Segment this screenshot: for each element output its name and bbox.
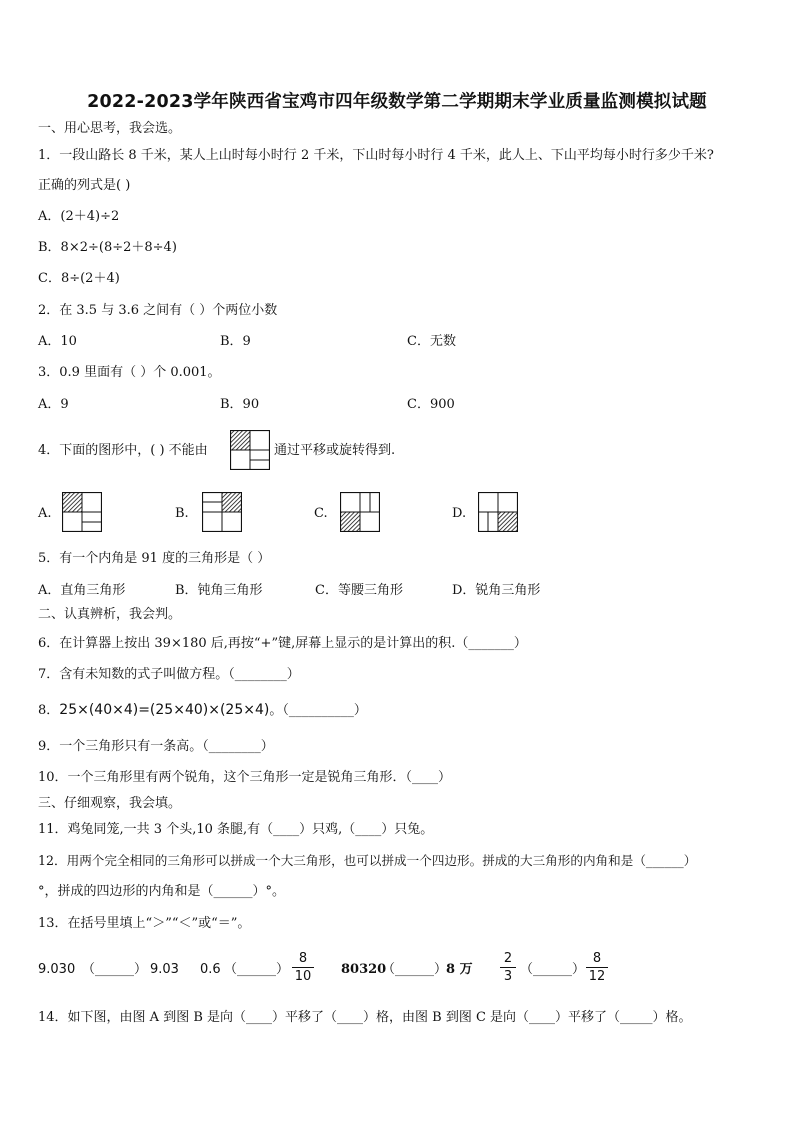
q13-item2-denominator: 10 <box>294 969 312 984</box>
q13-item4-denominator: 3 <box>503 969 513 984</box>
q8-tail: 。（__________） <box>269 703 367 718</box>
q13-item3-left: 80320 <box>341 962 387 977</box>
q5-stem: 5．有一个内角是 91 度的三角形是（ ） <box>38 551 271 566</box>
q6: 6．在计算器上按出 39×180 后,再按“+”键,屏幕上显示的是计算出的积.（_______） <box>38 636 527 651</box>
q1-stem-2: 正确的列式是( ) <box>38 178 131 193</box>
q4-reference-figure <box>230 430 270 470</box>
fraction-bar <box>500 967 516 968</box>
q4-option-c-figure <box>340 492 380 532</box>
q2-option-b: B．9 <box>220 334 251 349</box>
q13-item4-blank: （______） <box>520 962 586 977</box>
q12-line-2: °，拼成的四边形的内角和是（______）°。 <box>38 884 286 899</box>
q2-option-a: A．10 <box>38 334 77 349</box>
q1-option-c: C．8÷(2＋4) <box>38 271 120 286</box>
q8-number: 8． <box>38 703 60 718</box>
q1-option-a: A．(2＋4)÷2 <box>38 209 120 224</box>
q13-item2-blank: （______） <box>224 962 290 977</box>
fraction-bar <box>586 967 608 968</box>
q4-option-b-figure <box>202 492 242 532</box>
q13-item2-fraction <box>292 951 314 984</box>
q13-item3-blank: （______） <box>382 962 448 977</box>
q4-option-a-label: A. <box>38 506 52 521</box>
q13-item4-numerator-2: 8 <box>592 951 602 966</box>
q3-option-a: A．9 <box>38 397 69 412</box>
q3-stem: 3．0.9 里面有（ ）个 0.001。 <box>38 365 221 380</box>
section-heading-2: 二、认真辨析，我会判。 <box>38 607 182 622</box>
q3-option-c: C．900 <box>407 397 455 412</box>
q13-stem: 13．在括号里填上“＞”“＜”或“＝”。 <box>38 916 251 931</box>
fraction-bar <box>292 967 314 968</box>
q4-option-b-label: B. <box>175 506 189 521</box>
q13-item1-blank: （______） <box>82 962 148 977</box>
q8 <box>38 701 367 720</box>
section-heading-1: 一、用心思考，我会选。 <box>38 121 182 136</box>
q13-item4-denominator-2: 12 <box>588 969 606 984</box>
section-heading-3: 三、仔细观察，我会填。 <box>38 796 182 811</box>
q1-stem: 1．一段山路长 8 千米，某人上山时每小时行 2 千米，下山时每小时行 4 千米，此人上、下山平均每小时行多少千米? <box>38 148 714 163</box>
q7: 7．含有未知数的式子叫做方程。（________） <box>38 667 300 682</box>
q3-option-b: B．90 <box>220 397 260 412</box>
q5-option-a: A．直角三角形 <box>38 583 126 598</box>
q4-stem-pre: 4．下面的图形中，( ) 不能由 <box>38 443 208 458</box>
q2-stem: 2．在 3.5 与 3.6 之间有（ ）个两位小数 <box>38 303 278 318</box>
q9: 9．一个三角形只有一条高。（________） <box>38 739 274 754</box>
q13-item4-numerator: 2 <box>503 951 513 966</box>
q13-item1-left: 9.030 <box>38 962 76 977</box>
q5-option-d: D．锐角三角形 <box>452 583 541 598</box>
q11: 11．鸡兔同笼,一共 3 个头,10 条腿,有（____）只鸡,（____）只兔。 <box>38 822 434 837</box>
q13-item2-left: 0.6 <box>200 962 221 977</box>
q13-item3-right: 8 万 <box>446 962 473 977</box>
q10: 10．一个三角形里有两个锐角，这个三角形一定是锐角三角形．（____） <box>38 770 452 785</box>
q13-item1-right: 9.03 <box>150 962 179 977</box>
q13-item2-numerator: 8 <box>298 951 308 966</box>
q1-option-b: B．8×2÷(8÷2＋8÷4) <box>38 240 177 255</box>
q13-item4-fraction-right <box>586 951 608 984</box>
q14: 14．如下图，由图 A 到图 B 是向（____）平移了（____）格，由图 B 到图 C 是向（____）平移了（_____）格。 <box>38 1010 692 1025</box>
q4-option-d-figure <box>478 492 518 532</box>
page-title: 2022-2023学年陕西省宝鸡市四年级数学第二学期期末学业质量监测模拟试题 <box>87 92 707 112</box>
q5-option-b: B．钝角三角形 <box>175 583 263 598</box>
q4-stem-post: 通过平移或旋转得到. <box>274 443 396 458</box>
q4-option-c-label: C. <box>314 506 328 521</box>
q5-option-c: C．等腰三角形 <box>315 583 403 598</box>
q8-expression: 25×(40×4)=(25×40)×(25×4) <box>59 702 270 718</box>
q4-option-d-label: D. <box>452 506 467 521</box>
q13-item4-fraction-left <box>500 951 516 984</box>
q4-option-a-figure <box>62 492 102 532</box>
q12-line-1: 12．用两个完全相同的三角形可以拼成一个大三角形，也可以拼成一个四边形。拼成的大三角形的内角和是（______） <box>38 853 697 868</box>
q2-option-c: C．无数 <box>407 334 456 349</box>
